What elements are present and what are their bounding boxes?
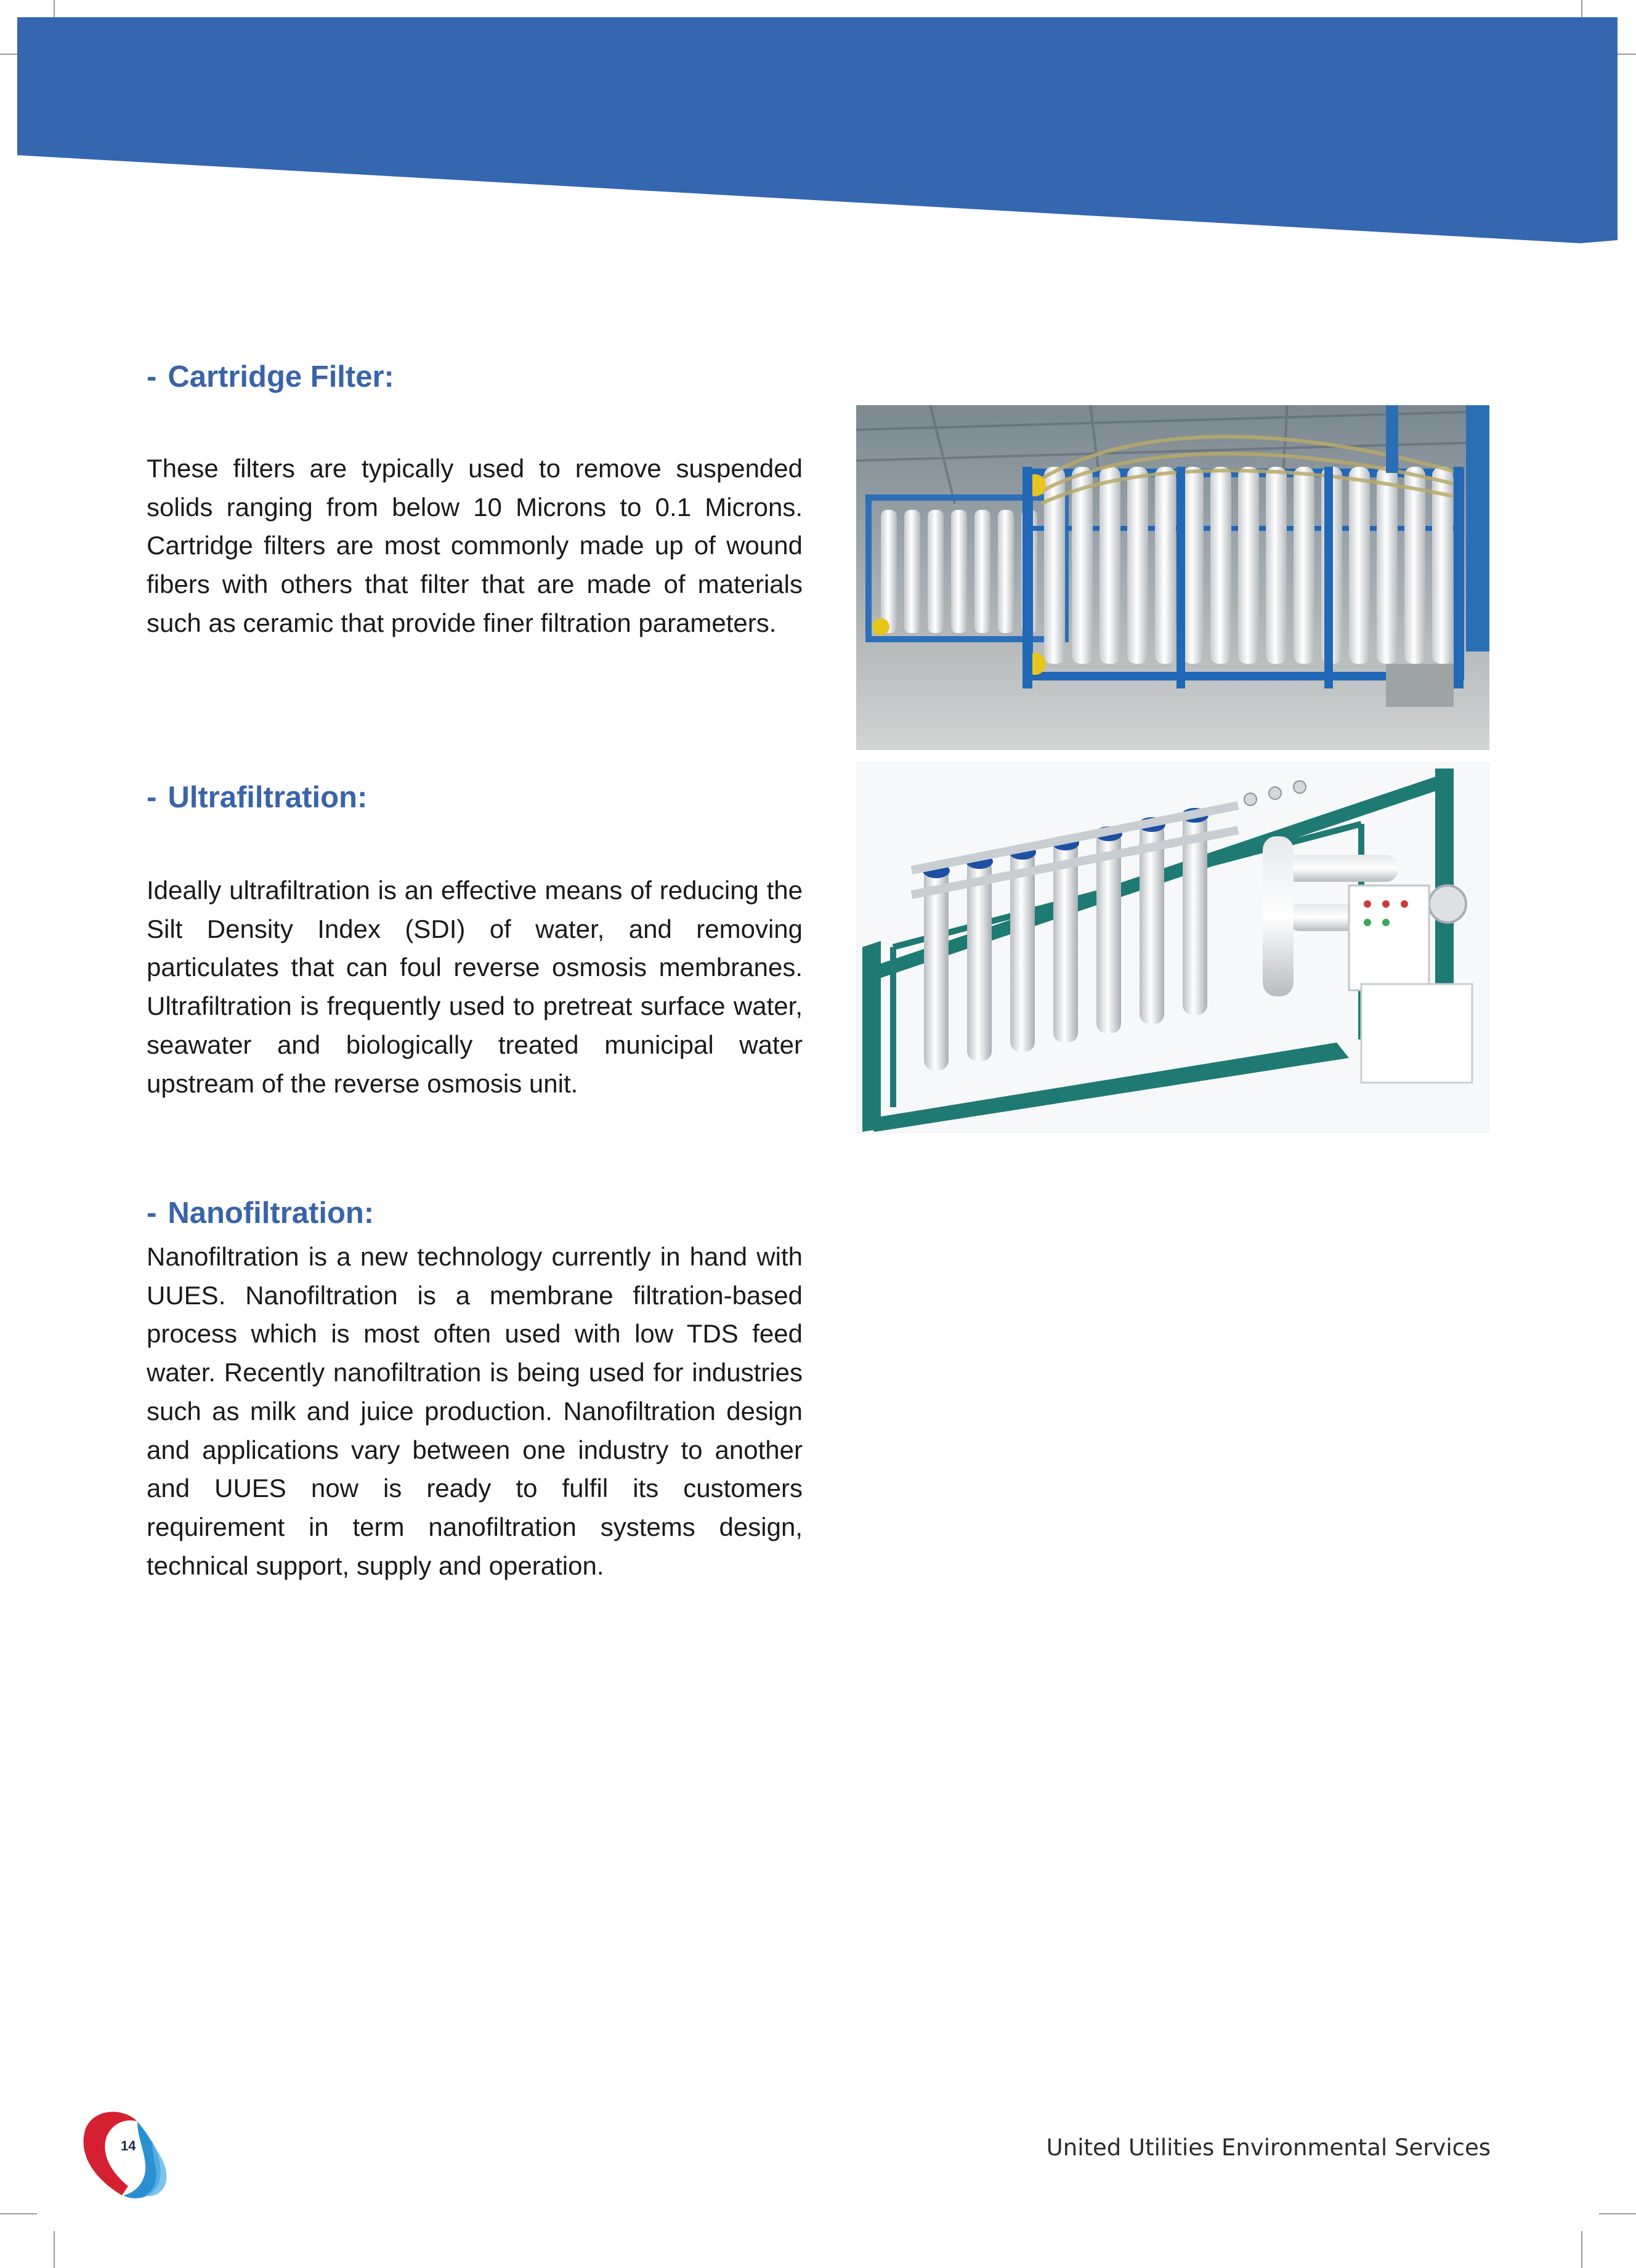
footer-company-name: United Utilities Environmental Services: [1046, 2134, 1491, 2161]
section-ultrafiltration: [147, 779, 803, 1103]
heading-dash: -: [147, 1197, 157, 1230]
heading-dash: -: [147, 360, 157, 393]
page-number: 14: [121, 2138, 136, 2153]
section-heading: [147, 1195, 803, 1232]
heading-title: Nanofiltration:: [168, 1197, 375, 1230]
section-body: Nanofiltration is a new technology currently in hand with UUES. Nanofiltration is a membrane filtration-based process which is most often used with low TDS feed water. Recently nanofiltration is being used for industries such as milk and juice production. Nanofiltration design and applications vary between one industry to another and UUES now is ready to fulfil its customers requirement in term nanofiltration systems design, technical support, supply and operation.: [147, 1242, 803, 1580]
section-heading: [147, 358, 803, 395]
section-nanofiltration: [147, 1195, 803, 1585]
ultrafiltration-skid-photo: [856, 762, 1489, 1133]
heading-title: Ultrafiltration:: [168, 781, 368, 814]
heading-title: Cartridge Filter:: [168, 360, 394, 393]
heading-dash: -: [147, 781, 157, 814]
header-band: [0, 0, 1636, 246]
cartridge-filter-plant-photo: [856, 405, 1489, 750]
section-body: These filters are typically used to remove suspended solids ranging from below 10 Microns to 0.1 Microns. Cartridge filters are most commonly made up of wound fibers with others that filter that are made of materials such as ceramic that provide finer filtration parameters.: [147, 454, 803, 637]
section-heading: [147, 779, 803, 816]
section-cartridge-filter: [147, 358, 803, 643]
section-body: Ideally ultrafiltration is an effective means of reducing the Silt Density Index (SDI) of water, and removing particulates that can foul reverse osmosis membranes. Ultrafiltration is frequently used to pretreat surface water, seawater and biologically treated municipal water upstream of the reverse osmosis unit.: [147, 876, 803, 1098]
